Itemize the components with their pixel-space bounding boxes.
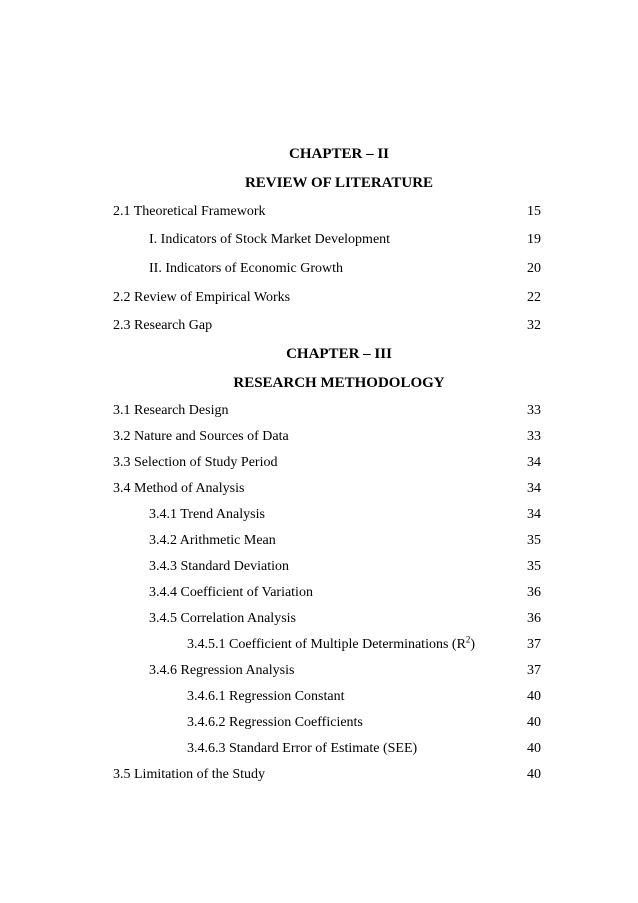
toc-entry [0,584,638,602]
toc-entry-page: 34 [527,481,541,496]
toc-entry-label: 3.2 Nature and Sources of Data [113,429,289,444]
toc-entry [0,402,638,420]
toc-entry-label: 3.4.1 Trend Analysis [149,507,265,522]
toc-entry-label: II. Indicators of Economic Growth [149,261,343,276]
toc-entry-label: 2.1 Theoretical Framework [113,204,266,219]
toc-entry-label: 3.4.2 Arithmetic Mean [149,533,276,548]
toc-entry-page: 35 [527,559,541,574]
toc-entry [0,231,638,249]
toc-entry-page: 20 [527,261,541,276]
toc-entry-page: 33 [527,429,541,444]
toc-entry-page: 33 [527,403,541,418]
toc-entry-page: 36 [527,585,541,600]
toc-entry-page: 34 [527,507,541,522]
toc-entry-page: 40 [527,767,541,782]
toc-entry-page: 35 [527,533,541,548]
toc-entry-page: 22 [527,290,541,305]
toc-entry-label: 3.4 Method of Analysis [113,481,245,496]
toc-entry [0,610,638,628]
toc-entry-page: 36 [527,611,541,626]
chapter-3-subtitle: RESEARCH METHODOLOGY [233,375,445,391]
toc-entry-label: 3.5 Limitation of the Study [113,767,266,782]
toc-entry [0,428,638,446]
toc-entry-label: 3.4.6.1 Regression Constant [187,689,345,704]
toc-entry-page: 32 [527,318,541,333]
toc-entry-label: 3.4.6.2 Regression Coefficients [187,715,363,730]
toc-entry [0,558,638,576]
toc-entry-label-text: 3.4.5.1 Coefficient of Multiple Determinations (R [187,637,466,652]
toc-entry-label-end: ) [470,637,476,652]
toc-entry-page: 37 [527,637,541,652]
toc-entry-label: 3.4.6.3 Standard Error of Estimate (SEE) [187,741,418,756]
toc-entry [0,317,638,335]
toc-entry-label: I. Indicators of Stock Market Development [149,232,391,247]
toc-entry-label: 2.3 Research Gap [113,318,213,333]
toc-entry [0,203,638,221]
toc-entry-label: 3.4.3 Standard Deviation [149,559,289,574]
toc-entry-page: 19 [527,232,541,247]
toc-entry-label: 3.4.6 Regression Analysis [149,663,295,678]
toc-entry [0,636,638,654]
toc-entry-page: 15 [527,204,541,219]
chapter-2-title: CHAPTER – II [288,146,389,162]
toc-entry-page: 40 [527,741,541,756]
chapter-2-subtitle: REVIEW OF LITERATURE [244,175,434,191]
toc-entry [0,260,638,278]
toc-entry-label: 3.4.5 Correlation Analysis [149,611,296,626]
toc-entry [0,454,638,472]
toc-entry [0,688,638,706]
superscript-2: 2 [465,634,471,645]
toc-entry-page: 37 [527,663,541,678]
toc-entry-label: 3.3 Selection of Study Period [113,455,278,470]
toc-entry [0,480,638,498]
toc-entry [0,766,638,784]
toc-entry [0,532,638,550]
toc-entry [0,714,638,732]
toc-entry-label: 3.1 Research Design [113,403,229,418]
toc-entry-label: 3.4.4 Coefficient of Variation [149,585,313,600]
toc-entry-page: 34 [527,455,541,470]
toc-entry-page: 40 [527,715,541,730]
chapter-3-title: CHAPTER – III [286,346,392,362]
toc-entry-label: 2.2 Review of Empirical Works [113,290,291,305]
toc-entry-label [187,636,475,654]
toc-entry-page: 40 [527,689,541,704]
toc-entry [0,506,638,524]
toc-entry [0,662,638,680]
toc-entry [0,740,638,758]
toc-entry [0,289,638,307]
